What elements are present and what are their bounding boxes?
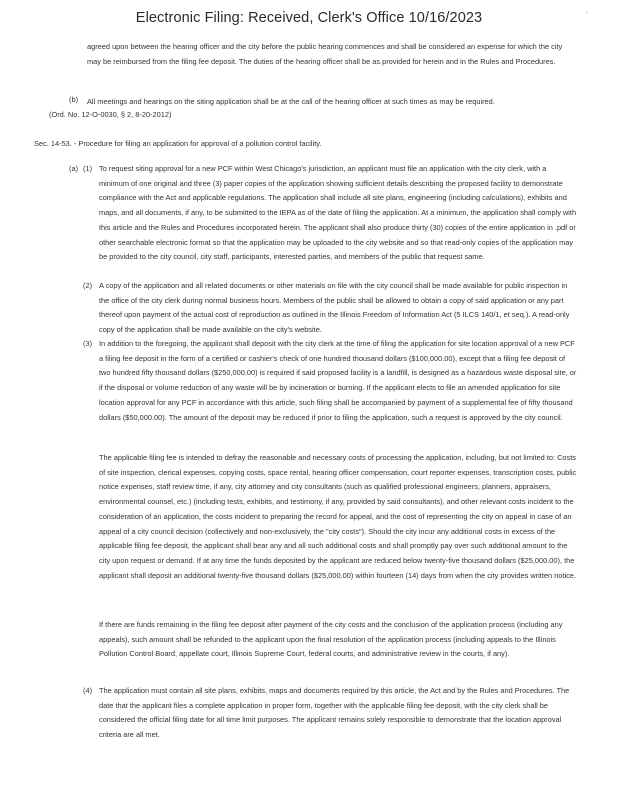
section-number: Sec. 14-53.: [34, 139, 72, 148]
para-2-marker: (2): [83, 281, 93, 290]
intro-paragraph: agreed upon between the hearing officer and the city before the public hearing commences and shall be considered an expense for which the city may be reimbursed from the filing fee deposit. The duties of the hearing officer shall be as provided for herein and in the Rules and Procedures.: [87, 42, 563, 66]
ordinance-reference: (Ord. No. 12-O-0030, § 2, 8-20-2012): [49, 110, 172, 119]
section-heading: [34, 139, 574, 148]
item-b-text: All meetings and hearings on the siting application shall be at the call of the hearing officer at such times as may be required.: [87, 97, 495, 106]
para-3-text: In addition to the foregoing, the applicant shall deposit with the city clerk at the time of filing the application for site location approval of a new PCF a filing fee deposit in the form of a certified or cashier's check of one hundred thousand dollars ($100,000.00), except that a filing fee deposit of two hundred fifty thousand dollars ($250,000.00) is required if said proposed facility is a landfill, is designed as a hazardous waste disposal site, or if the disposal or volume reduction of any waste will be by incineration or burning. If the applicant elects to file an amended application for site location approval for any PCF in accordance with this article, such filing shall be accompanied by payment of a supplemental fee of fifty thousand dollars ($50,000.00). The amount of the deposit may be reduced if prior to filing the application, such a request is approved by the city council.: [99, 339, 577, 422]
corner-mark: *: [585, 12, 588, 18]
subsection-a-marker: (a): [69, 164, 79, 173]
para-4-marker: (4): [83, 686, 93, 695]
para-1-marker: (1): [83, 164, 93, 173]
para-1-text: To request siting approval for a new PCF within West Chicago's jurisdiction, an applicant must file an application with the city clerk, with a minimum of one original and three (3) paper copies of the application showing sufficient details describing the proposed facility to demonstrate compliance with the Act and applicable regulations. The application shall include all site plans, engineering (including calculations), exhibits and maps, and all documents, if any, to be submitted to the IEPA as of the date of filing the application. At a minimum, the application shall comply with this article and the Rules and Procedures incorporated herein. The applicant shall also produce thirty (30) copies of the entire application in .pdf or other searchable electronic format so that the application may be uploaded to the city website and so that read-only copies of the application may be provided to the city council, city staff, participants, interested parties, and members of the public that request same.: [99, 164, 577, 262]
para-2-text: A copy of the application and all related documents or other materials on file with the city council shall be made available for public inspection in the office of the city clerk during normal business hours. Members of the public shall be allowed to obtain a copy of said application or any part thereof upon payment of the actual cost of reproduction as outlined in the Illinois Freedom of Information Act (5 ILCS 140/1, et seq.). A read-only copy of the application shall be made available on the city's website.: [99, 281, 570, 335]
filing-stamp: Electronic Filing: Received, Clerk's Office 10/16/2023: [135, 10, 483, 26]
para-3-marker: (3): [83, 339, 93, 348]
para-3-filing-fee-text: The applicable filing fee is intended to defray the reasonable and necessary costs of processing the application, including, but not limited to: Costs of site inspection, clerical expenses, copying costs, space rental, hearing officer compensation, court reporter expenses, transcription costs, public notice expenses, staff review time, if any, city attorney and city consultants (such as qualified professional engineers, planners, appraisers, environmental counsel, etc.) (including tests, exhibits, and testimony, if any, provided by said consultants), and other relevant costs incident to the consideration of an application, the costs incident to preparing the record for appeal, and the cost of representing the city on appeal in case of an appeal of a city council decision (collectively and non-exclusively, the "city costs"). Should the city incur any additional costs in excess of the applicable filing fee deposit, the applicant shall bear any and all such additional costs and shall promptly pay over such additional amount to the city upon request or demand. If at any time the funds deposited by the applicant are reduced below twenty-five thousand dollars ($25,000.00), the applicant shall deposit an additional twenty-five thousand dollars ($25,000.00) within fourteen (14) days from when the city provides written notice.: [99, 453, 577, 580]
item-b-marker: (b): [69, 95, 79, 104]
para-4-text: The application must contain all site plans, exhibits, maps and documents required by this article, the Act and by the Rules and Procedures. The date that the applicant files a complete application in proper form, together with the applicable filing fee deposit, with the city clerk shall be considered the official filing date for all time limit purposes. The applicant remains solely responsible to demonstrate that the location approval criteria are all met.: [99, 686, 570, 740]
para-3-refund-text: If there are funds remaining in the filing fee deposit after payment of the city costs and the conclusion of the application process (including any appeals), such amount shall be refunded to the applicant upon the final resolution of the application process (including appeals to the Illinois Pollution Control Board, appellate court, Illinois Supreme Court, federal courts, and administrative review in the courts, if any).: [99, 620, 563, 659]
section-title: - Procedure for filing an application for approval of a pollution control facility.: [73, 139, 322, 148]
